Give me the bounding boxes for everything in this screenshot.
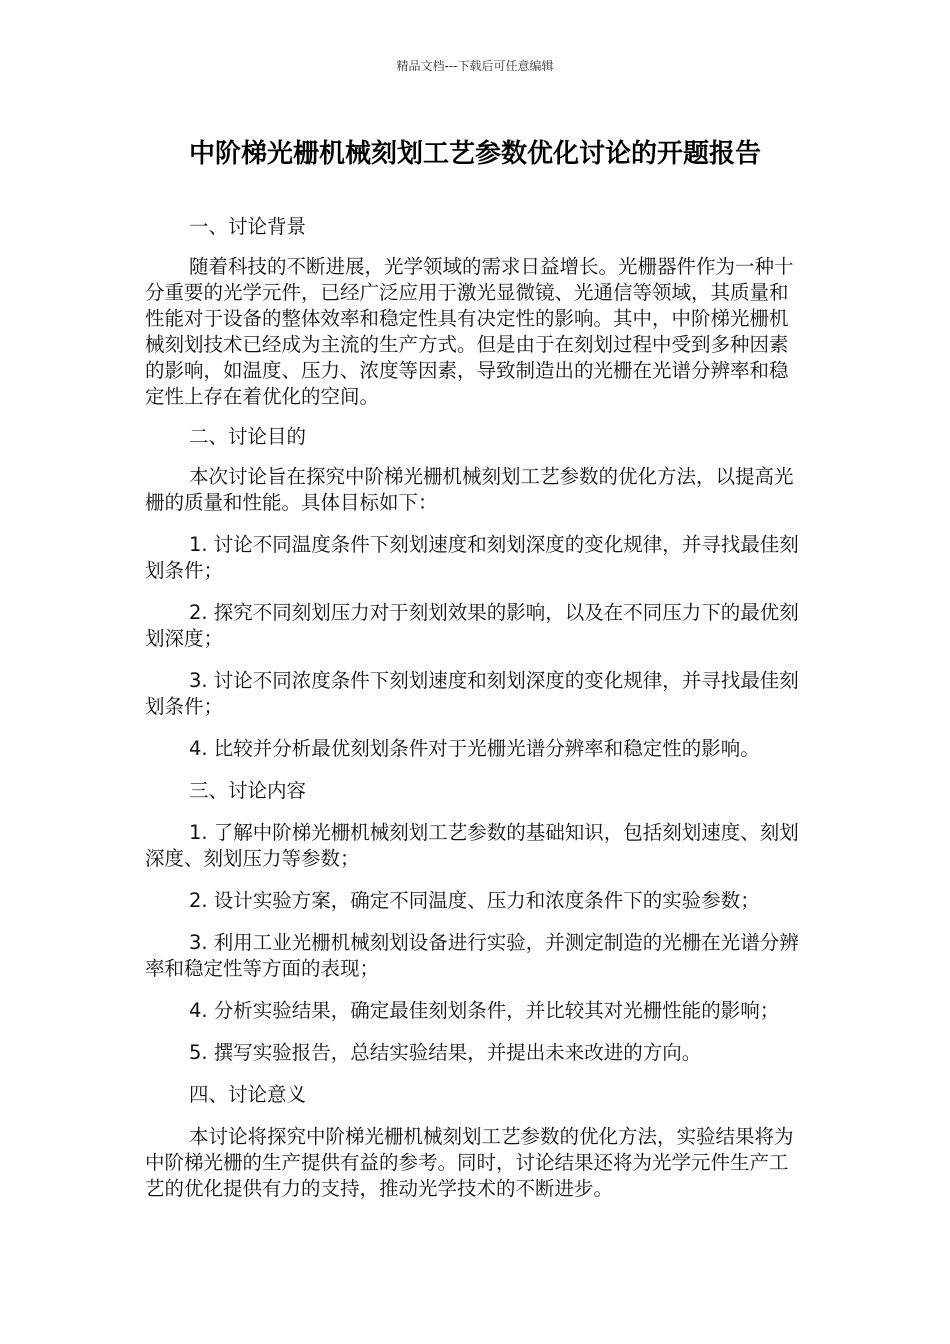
section-heading-background: 一、讨论背景 xyxy=(189,215,307,238)
list-item-content-4: 4. 分析实验结果，确定最佳刻划条件，并比较其对光栅性能的影响； xyxy=(189,999,780,1022)
list-item-content-2: 2. 设计实验方案，确定不同温度、压力和浓度条件下的实验参数； xyxy=(189,889,760,912)
section-heading-significance: 四、讨论意义 xyxy=(189,1083,307,1106)
paragraph-purpose: 本次讨论旨在探究中阶梯光栅机械刻划工艺参数的优化方法，以提高光栅的质量和性能。具体目标如下： xyxy=(145,465,794,514)
list-item-purpose-2: 2. 探究不同刻划压力对于刻划效果的影响，以及在不同压力下的最优刻划深度； xyxy=(145,601,799,650)
document-body xyxy=(145,214,800,1202)
list-item-content-1: 1. 了解中阶梯光栅机械刻划工艺参数的基础知识，包括刻划速度、刻划深度、刻划压力等参数； xyxy=(145,821,799,870)
paragraph-significance: 本讨论将探究中阶梯光栅机械刻划工艺参数的优化方法，实验结果将为中阶梯光栅的生产提供有益的参考。同时，讨论结果还将为光学元件生产工艺的优化提供有力的支持，推动光学技术的不断进步。 xyxy=(145,1125,794,1200)
header-note: 精品文档---下载后可任意编辑 xyxy=(396,59,554,73)
section-heading-purpose: 二、讨论目的 xyxy=(189,425,307,448)
list-item-content-5: 5. 撰写实验报告，总结实验结果，并提出未来改进的方向。 xyxy=(189,1041,702,1064)
section-heading-content: 三、讨论内容 xyxy=(189,779,307,802)
list-item-content-3: 3. 利用工业光栅机械刻划设备进行实验，并测定制造的光栅在光谱分辨率和稳定性等方面的表现； xyxy=(145,931,799,980)
list-item-purpose-4: 4. 比较并分析最优刻划条件对于光栅光谱分辨率和稳定性的影响。 xyxy=(189,737,760,760)
paragraph-background: 随着科技的不断进展，光学领域的需求日益增长。光栅器件作为一种十分重要的光学元件，已经广泛应用于激光显微镜、光通信等领域，其质量和性能对于设备的整体效率和稳定性具有决定性的影响。其中，中阶梯光栅机械刻划技术已经成为主流的生产方式。但是由于在刻划过程中受到多种因素的影响，如温度、压力、浓度等因素，导致制造出的光栅在光谱分辨率和稳定性上存在着优化的空间。 xyxy=(145,255,794,408)
document-title: 中阶梯光栅机械刻划工艺参数优化讨论的开题报告 xyxy=(188,139,761,169)
list-item-purpose-3: 3. 讨论不同浓度条件下刻划速度和刻划深度的变化规律，并寻找最佳刻划条件； xyxy=(145,669,799,718)
list-item-purpose-1: 1. 讨论不同温度条件下刻划速度和刻划深度的变化规律，并寻找最佳刻划条件； xyxy=(145,533,799,582)
